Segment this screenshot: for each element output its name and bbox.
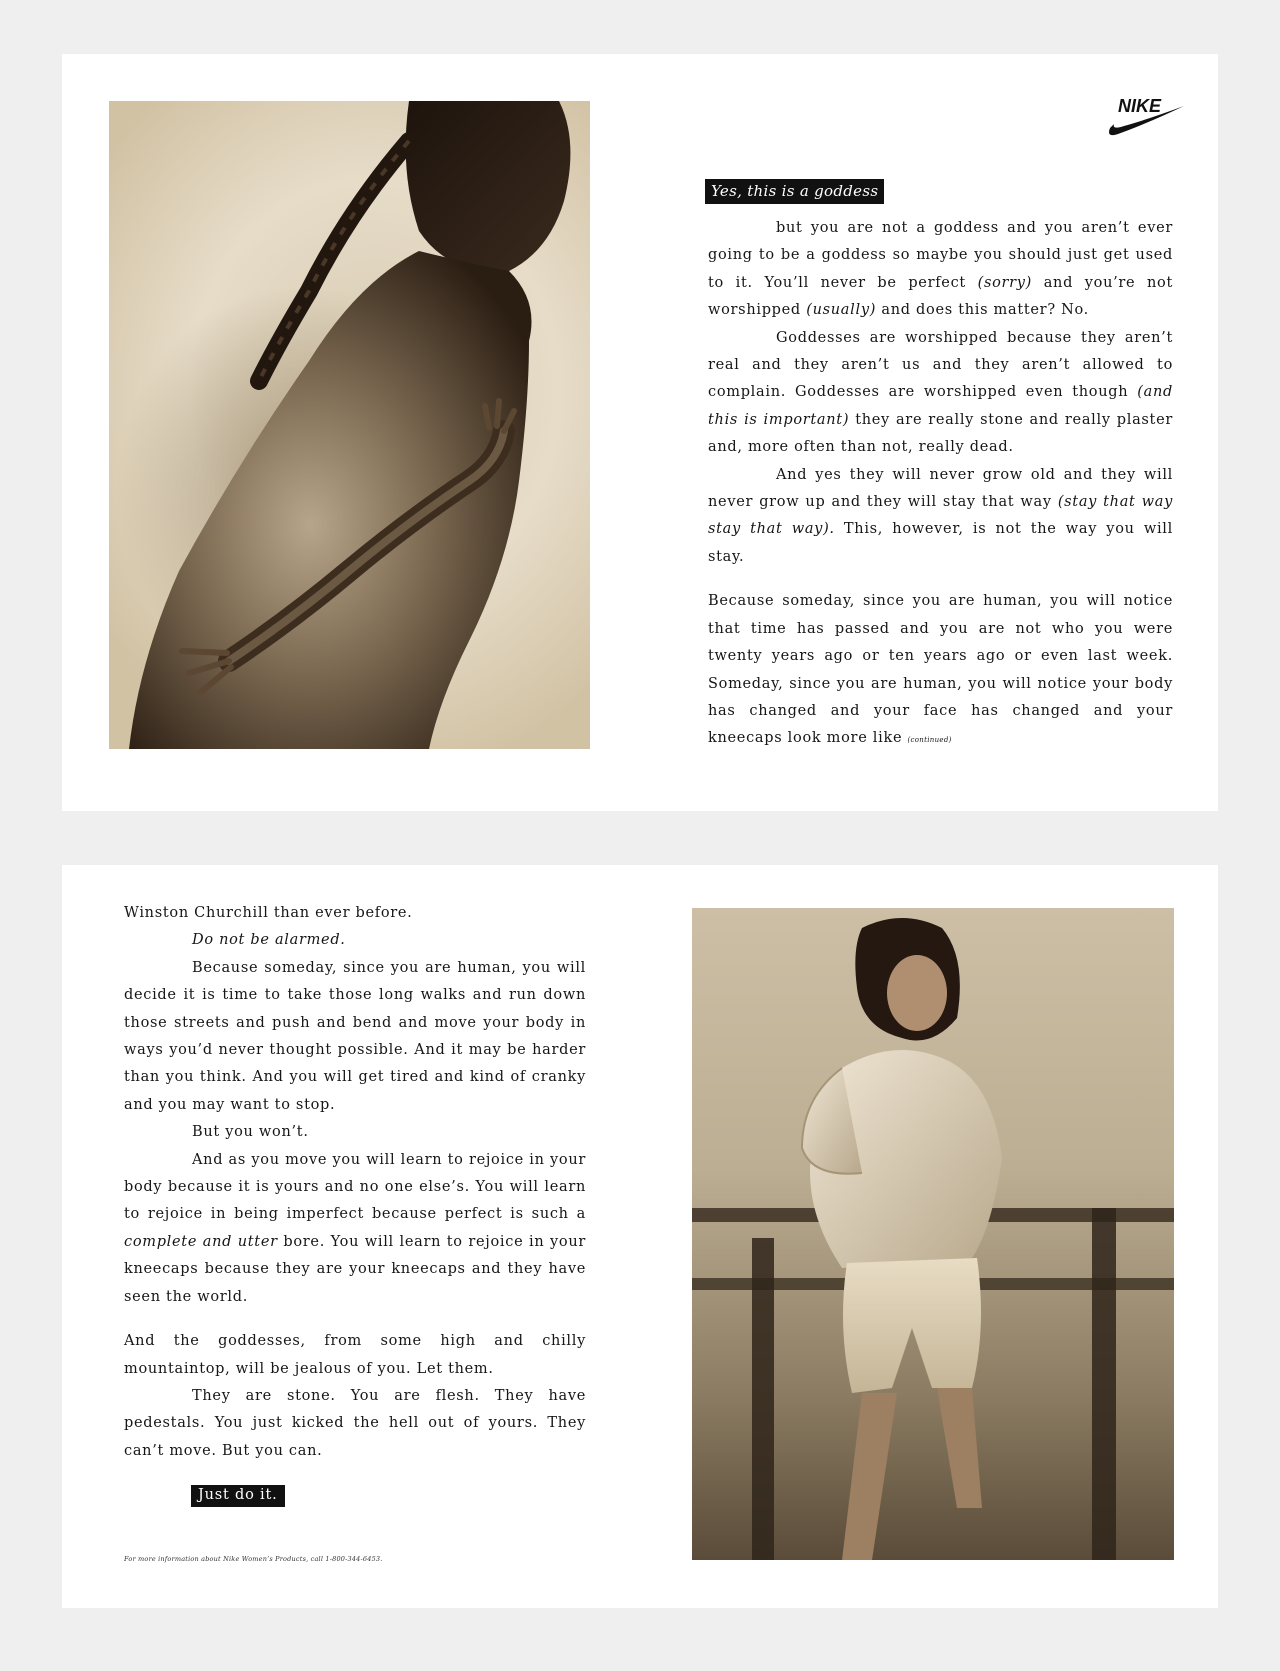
paragraph-5 [124, 900, 586, 927]
runner-illustration [692, 908, 1174, 1560]
text-segment: This, however, is not the way you will stay. [708, 521, 1173, 565]
paragraph-3 [708, 462, 1173, 572]
text-segment: Winston Churchill than ever before. [124, 905, 413, 921]
continued-note: (continued) [907, 736, 952, 745]
text-segment: and you’re not worshipped [708, 274, 1173, 319]
body-copy-bottom [124, 900, 586, 1465]
italic-phrase: (stay that way stay that way). [708, 494, 1173, 538]
text-segment: They are stone. You are flesh. They have pedestals. You just kicked the hell out of yours. They can’t move. But you can. [124, 1387, 586, 1459]
text-segment: but you are not a goddess and you aren’t ever going to be a goddess so maybe you should just get used to it. You’ll never be perfect [708, 220, 1173, 291]
paragraph-6 [124, 927, 586, 954]
headline-tag: Yes, this is a goddess [705, 179, 884, 204]
text-segment: And the goddesses, from some high and chilly mountaintop, will be jealous of you. Let them. [124, 1333, 586, 1377]
text-segment: But you won’t. [192, 1124, 309, 1141]
paragraph-11 [124, 1383, 586, 1465]
paragraph-7 [124, 955, 586, 1119]
body-copy-top [708, 215, 1173, 755]
italic-phrase: Do not be alarmed. [192, 932, 346, 949]
italic-phrase: (sorry) [977, 274, 1033, 291]
text-segment: and does this matter? No. [876, 302, 1089, 319]
text-segment: And as you move you will learn to rejoice in your body because it is yours and no one else’s. You will learn to rejoice in being imperfect because perfect is such a [124, 1151, 586, 1223]
just-do-it-tag: Just do it. [191, 1485, 285, 1507]
paragraph-4 [708, 588, 1173, 754]
text-segment: they are really stone and really plaster and, more often than not, really dead. [708, 411, 1173, 456]
text-segment: Because someday, since you are human, you will decide it is time to take those long walks and run down those streets and push and bend and move your body in ways you’d never thought possible. And it may be harder than you think. And you will get tired and kind of cranky and you may want to stop. [124, 959, 586, 1113]
paragraph-10 [124, 1328, 586, 1383]
paragraph-9 [124, 1147, 586, 1311]
italic-phrase: complete and utter [124, 1233, 278, 1250]
runner-photo [692, 908, 1174, 1560]
text-segment: And yes they will never grow old and they will never grow up and they will stay that way [708, 466, 1173, 511]
text-segment: Goddesses are worshipped because they aren’t real and they aren’t us and they aren’t allowed to complain. Goddesses are worshipped even though [708, 329, 1173, 401]
ad-page-top [62, 54, 1218, 811]
goddess-figure-illustration [109, 101, 590, 749]
italic-phrase: (usually) [806, 302, 877, 319]
text-segment: Because someday, since you are human, you will notice that time has passed and you are not who you were twenty years ago or ten years ago or even last week. Someday, since you are human, you will notice your body has changed and your face has changed and your kneecaps look more like [708, 593, 1173, 747]
footnote: For more information about Nike Women’s Products, call 1-800-344-6453. [124, 1555, 383, 1563]
ad-page-bottom [62, 865, 1218, 1608]
nike-logo [1106, 94, 1186, 140]
italic-phrase: (and this is important) [708, 384, 1173, 428]
paragraph-8 [124, 1119, 586, 1146]
nike-wordmark: NIKE [1118, 96, 1162, 116]
paragraph-2 [708, 325, 1173, 462]
text-segment: bore. You will learn to rejoice in your kneecaps because they are your kneecaps and they have seen the world. [124, 1233, 586, 1305]
paragraph-1 [708, 215, 1173, 325]
goddess-photo [109, 101, 590, 749]
